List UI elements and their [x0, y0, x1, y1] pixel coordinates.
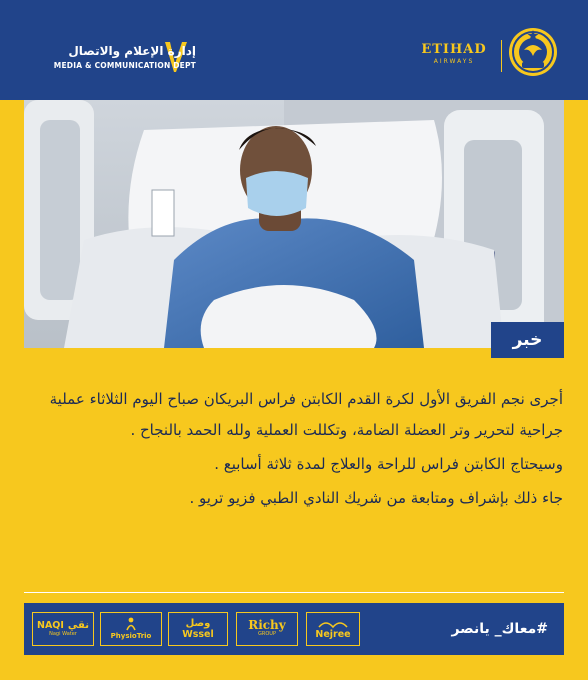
partner-logo-richy [236, 612, 298, 646]
article-paragraph: وسيحتاج الكابتن فراس للراحة والعلاج لمدة ثلاثة أسابيع . [214, 455, 563, 473]
partner-name: NAQI [37, 620, 64, 631]
partner-subtitle: Nagi Water [49, 631, 77, 637]
hashtag-label: #معاك_ يانصر [451, 621, 548, 637]
article-body [28, 384, 563, 514]
partner-name-arabic: نقي [67, 620, 89, 631]
news-badge: خبر [491, 322, 564, 358]
dept-name-arabic: إدارة الإعلام والاتصال [68, 44, 196, 58]
partner-name: Wssel [182, 629, 214, 640]
hospital-photo [24, 100, 564, 348]
article-paragraph: جاء ذلك بإشراف ومتابعة من شريك النادي الطبي فزيو تريو . [189, 489, 563, 507]
partner-name: Richy [248, 618, 286, 632]
wave-icon [318, 619, 348, 629]
partner-subtitle: GROUP [258, 631, 276, 637]
club-crest-icon [508, 26, 558, 78]
media-dept-label [26, 44, 196, 70]
partner-logo-naqi [32, 612, 94, 646]
sponsor-subtitle: AIRWAYS [433, 58, 475, 65]
footer-bar [24, 603, 564, 655]
partner-logo-physiotrio [100, 612, 162, 646]
partner-logo-wssel [168, 612, 228, 646]
partner-name: PhysioTrio [110, 631, 152, 640]
sponsor-logo [412, 42, 496, 65]
physio-icon [125, 617, 137, 631]
header-divider [501, 40, 502, 72]
partner-name-arabic: وصل [185, 618, 211, 629]
sponsor-name: ETIHAD [421, 42, 487, 57]
partner-name: Nejree [315, 628, 351, 640]
partner-logo-nejree [306, 612, 360, 646]
header-bar [0, 0, 588, 100]
footer-divider [24, 592, 564, 593]
dept-name-english: MEDIA & COMMUNICATION DEPT [53, 61, 196, 70]
article-paragraph: أجرى نجم الفريق الأول لكرة القدم الكابتن فراس البريكان صباح اليوم الثلاثاء عملية جراحية لتحرير وتر العضلة الضامة، وتكللت العملية ولله الحمد بالنجاح . [49, 390, 563, 439]
